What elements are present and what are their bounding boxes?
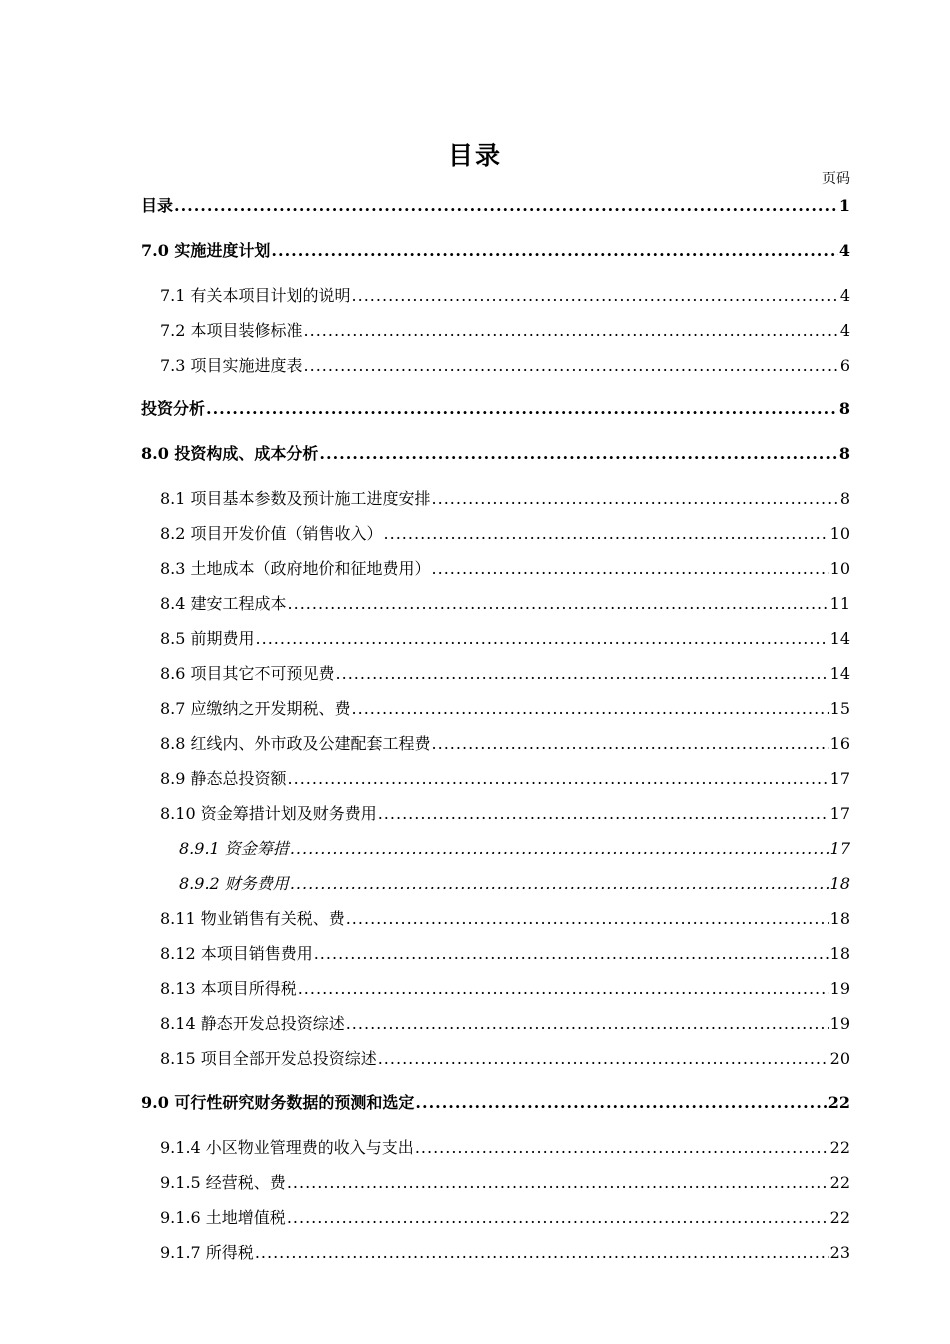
- toc-entry-label: 9.1.6 土地增值税: [160, 1208, 286, 1227]
- toc-entry-label: 7.1 有关本项目计划的说明: [160, 286, 351, 305]
- toc-entry[interactable]: [160, 285, 850, 307]
- toc-entry-label: 8.0 投资构成、成本分析: [141, 444, 319, 463]
- toc-entry-page: 16: [829, 734, 850, 753]
- toc-entry-page: 8: [838, 399, 850, 418]
- toc-entry[interactable]: [160, 803, 850, 825]
- toc-entry[interactable]: [160, 1172, 850, 1194]
- toc-entry-page: 17: [829, 839, 850, 858]
- toc-entry-page: 8: [839, 489, 850, 508]
- toc-entry-label: 9.1.5 经营税、费: [160, 1173, 286, 1192]
- dot-leader: [314, 943, 829, 965]
- dot-leader: [378, 1048, 829, 1070]
- toc-entry-page: 8: [838, 444, 850, 463]
- dot-leader: [255, 1242, 829, 1264]
- toc-entry[interactable]: [160, 523, 850, 545]
- toc-entry[interactable]: [160, 593, 850, 615]
- toc-entry[interactable]: [160, 558, 850, 580]
- dot-leader: [432, 488, 839, 510]
- toc-entry-label: 9.1.4 小区物业管理费的收入与支出: [160, 1138, 414, 1157]
- toc-entry-page: 14: [829, 629, 850, 648]
- toc-entry-page: 4: [838, 241, 850, 260]
- toc-entry-label: 9.1.7 所得税: [160, 1243, 254, 1262]
- toc-entry[interactable]: [141, 443, 850, 465]
- toc-entry[interactable]: [160, 733, 850, 755]
- toc-entry[interactable]: [160, 355, 850, 377]
- toc-entry-page: 1: [838, 196, 850, 215]
- dot-leader: [336, 663, 829, 685]
- dot-leader: [287, 1207, 829, 1229]
- toc-entry-page: 19: [829, 1014, 850, 1033]
- toc-entry[interactable]: [160, 908, 850, 930]
- dot-leader: [288, 768, 829, 790]
- dot-leader: [304, 320, 839, 342]
- toc-entry-label: 7.2 本项目装修标准: [160, 321, 303, 340]
- dot-leader: [384, 523, 829, 545]
- dot-leader: [415, 1092, 826, 1114]
- toc-entry-page: 18: [829, 944, 850, 963]
- toc-entry-page: 19: [829, 979, 850, 998]
- toc-entry-page: 4: [839, 286, 850, 305]
- toc-entry-label: 8.1 项目基本参数及预计施工进度安排: [160, 489, 431, 508]
- toc-entry[interactable]: [160, 1137, 850, 1159]
- toc-entry-page: 10: [829, 559, 850, 578]
- toc-entry-label: 7.3 项目实施进度表: [160, 356, 303, 375]
- toc-entry[interactable]: [141, 398, 850, 420]
- toc-entry-label: 投资分析: [141, 399, 206, 418]
- toc-entry-page: 17: [829, 769, 850, 788]
- dot-leader: [256, 628, 829, 650]
- toc-entry-label: 8.7 应缴纳之开发期税、费: [160, 699, 351, 718]
- toc-entry-label: 8.5 前期费用: [160, 629, 255, 648]
- toc-entry-page: 4: [839, 321, 850, 340]
- dot-leader: [346, 1013, 829, 1035]
- toc-entry-label: 8.11 物业销售有关税、费: [160, 909, 345, 928]
- dot-leader: [290, 873, 829, 895]
- page-number-column-label: 页码: [822, 171, 850, 187]
- dot-leader: [287, 1172, 829, 1194]
- dot-leader: [304, 355, 839, 377]
- dot-leader: [271, 240, 837, 262]
- toc-entry-page: 15: [829, 699, 850, 718]
- toc-entry[interactable]: [179, 873, 850, 895]
- toc-entry[interactable]: [160, 698, 850, 720]
- page-title: 目录: [447, 141, 502, 170]
- toc-entry[interactable]: [160, 768, 850, 790]
- dot-leader: [174, 195, 838, 217]
- toc-entry[interactable]: [160, 320, 850, 342]
- toc-entry[interactable]: [160, 978, 850, 1000]
- toc-entry-label: 8.15 项目全部开发总投资综述: [160, 1049, 377, 1068]
- dot-leader: [352, 285, 839, 307]
- toc-entry[interactable]: [160, 943, 850, 965]
- dot-leader: [378, 803, 829, 825]
- dot-leader: [432, 733, 829, 755]
- toc-entry-page: 22: [827, 1093, 850, 1112]
- toc-entry-page: 18: [829, 874, 850, 893]
- toc-entry-label: 8.6 项目其它不可预见费: [160, 664, 335, 683]
- toc-entry[interactable]: [160, 1207, 850, 1229]
- toc-entry-label: 8.10 资金筹措计划及财务费用: [160, 804, 377, 823]
- toc-entry-label: 9.0 可行性研究财务数据的预测和选定: [141, 1093, 415, 1112]
- toc-entry[interactable]: [141, 240, 850, 262]
- dot-leader: [319, 443, 837, 465]
- toc-entry-page: 14: [829, 664, 850, 683]
- toc-entry[interactable]: [141, 1092, 850, 1114]
- dot-leader: [415, 1137, 829, 1159]
- toc-entry-label: 8.3 土地成本（政府地价和征地费用）: [160, 559, 431, 578]
- dot-leader: [206, 398, 838, 420]
- toc-entry-label: 7.0 实施进度计划: [141, 241, 271, 260]
- toc-entry-label: 8.9 静态总投资额: [160, 769, 287, 788]
- toc-entry-label: 8.9.2 财务费用: [179, 874, 289, 893]
- toc-entry-label: 目录: [141, 196, 174, 215]
- toc-entry[interactable]: [160, 628, 850, 650]
- toc-entry-page: 10: [829, 524, 850, 543]
- toc-entry-label: 8.9.1 资金筹措: [179, 839, 289, 858]
- toc-entry-page: 22: [829, 1138, 850, 1157]
- toc-entry[interactable]: [179, 838, 850, 860]
- toc-entry-page: 22: [829, 1208, 850, 1227]
- dot-leader: [432, 558, 829, 580]
- toc-entry[interactable]: [160, 488, 850, 510]
- toc-entry-page: 6: [839, 356, 850, 375]
- toc-entry[interactable]: [160, 1013, 850, 1035]
- toc-entry[interactable]: [160, 1242, 850, 1264]
- toc-entry-label: 8.2 项目开发价值（销售收入）: [160, 524, 383, 543]
- dot-leader: [298, 978, 829, 1000]
- toc-entry-page: 18: [829, 909, 850, 928]
- toc-entry-label: 8.8 红线内、外市政及公建配套工程费: [160, 734, 431, 753]
- toc-entry-label: 8.12 本项目销售费用: [160, 944, 313, 963]
- toc-entry-page: 23: [829, 1243, 850, 1262]
- toc-entry-label: 8.14 静态开发总投资综述: [160, 1014, 345, 1033]
- toc-entry-label: 8.13 本项目所得税: [160, 979, 297, 998]
- toc-entry-page: 17: [829, 804, 850, 823]
- dot-leader: [290, 838, 829, 860]
- toc-entry-label: 8.4 建安工程成本: [160, 594, 287, 613]
- dot-leader: [346, 908, 829, 930]
- toc-entry-page: 22: [829, 1173, 850, 1192]
- dot-leader: [288, 593, 829, 615]
- toc-entry[interactable]: [141, 195, 850, 217]
- dot-leader: [352, 698, 829, 720]
- toc-entry[interactable]: [160, 663, 850, 685]
- toc-entry-page: 20: [829, 1049, 850, 1068]
- toc-entry-page: 11: [829, 594, 850, 613]
- toc-entry[interactable]: [160, 1048, 850, 1070]
